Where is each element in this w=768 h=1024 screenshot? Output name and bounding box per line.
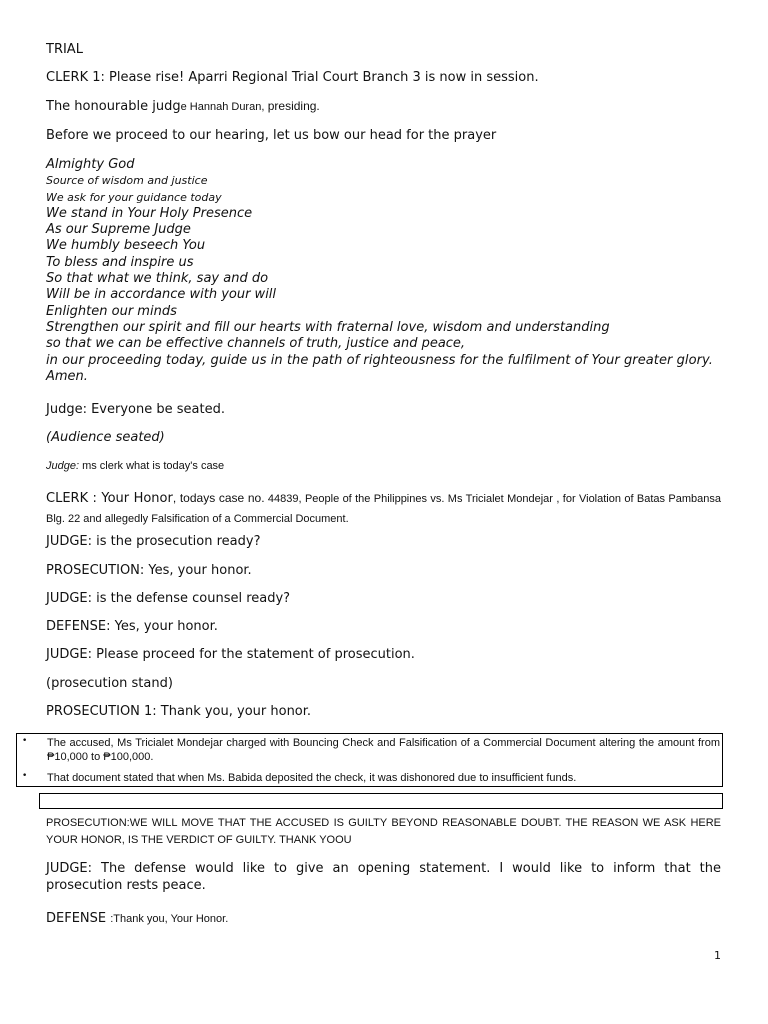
prayer-line: We humbly beseech You [46, 238, 206, 254]
prosecution-stand-line: (prosecution stand) [46, 676, 173, 691]
page-number: 1 [714, 949, 721, 962]
prayer-line: We stand in Your Holy Presence [46, 205, 253, 221]
prayer-intro-line: Before we proceed to our hearing, let us bow our head for the prayer [46, 128, 497, 143]
defense-thanks-line [46, 907, 228, 926]
prayer-line: Source of wisdom and justice [46, 174, 208, 188]
prosecution-yes-line: PROSECUTION: Yes, your honor. [46, 563, 252, 578]
prosecution-thanks-line: PROSECUTION 1: Thank you, your honor. [46, 704, 312, 719]
judge-defense-ready-line: JUDGE: is the defense counsel ready? [46, 591, 291, 606]
empty-box [39, 793, 723, 809]
prayer-line: So that what we think, say and do [46, 271, 269, 287]
prayer-line: We ask for your guidance today [46, 190, 222, 204]
prayer-line: Enlighten our minds [46, 303, 177, 319]
audience-seated-line: (Audience seated) [46, 430, 165, 445]
defense-label: DEFENSE [46, 911, 111, 926]
judge-intro-name: e Hannah Duran, [180, 101, 265, 113]
prayer-block [46, 157, 722, 385]
prayer-line: To bless and inspire us [46, 254, 194, 270]
defense-text: :Thank you, Your Honor. [110, 913, 229, 925]
judge-intro-line [46, 99, 320, 114]
clerk-case-paragraph [46, 488, 721, 528]
clerk-case-part-a: CLERK : Your Honor [46, 491, 173, 506]
bullet-marker: • [22, 736, 28, 746]
clerk-case-part-b: , todays case no. [172, 491, 265, 505]
prosecution-statement-paragraph: PROSECUTION:WE WILL MOVE THAT THE ACCUSED IS GUILTY BEYOND REASONABLE DOUBT. THE REASON WE ASK HERE YOUR HONOR, IS THE VERDICT OF GUILTY. THANK YOOU [46, 817, 721, 846]
prayer-line: so that we can be effective channels of truth, justice and peace, [46, 336, 466, 352]
judge-prosecution-ready-line: JUDGE: is the prosecution ready? [46, 534, 261, 549]
bullet-list-box [16, 733, 723, 787]
judge-case-label: Judge: [46, 460, 80, 472]
clerk-case-part-c: 44839, People of the Philippines vs. Ms Tricialet Mondejar , for Violation of Batas Pambansa Blg. 22 and allegedly Falsification of a Commercial Document. [46, 493, 721, 525]
list-item-text: That document stated that when Ms. Babida deposited the check, it was dishonored due to insufficient funds. [47, 772, 577, 784]
prayer-line: Will be in accordance with your will [46, 287, 277, 303]
judge-intro-part-c: presiding. [264, 99, 320, 113]
prayer-line: in our proceeding today, guide us in the path of righteousness for the fulfilment of Your greater glory. [46, 352, 713, 368]
judge-defense-opening-paragraph: JUDGE: The defense would like to give an opening statement. I would like to inform that the prosecution rests peace. [46, 861, 721, 893]
prayer-line: Amen. [46, 368, 88, 384]
judge-intro-part-a: The honourable judg [46, 99, 181, 114]
judge-case-text: ms clerk what is today's case [79, 460, 225, 472]
clerk-opening-line: CLERK 1: Please rise! Aparri Regional Trial Court Branch 3 is now in session. [46, 70, 539, 85]
list-item-text: The accused, Ms Tricialet Mondejar charged with Bouncing Check and Falsification of a Commercial Document altering the amount from ₱10,000 to ₱100,000. [47, 737, 720, 763]
bullet-marker: • [22, 771, 28, 781]
judge-proceed-line: JUDGE: Please proceed for the statement of prosecution. [46, 647, 415, 662]
judge-case-line [46, 460, 224, 472]
document-heading: TRIAL [46, 42, 83, 57]
prayer-line: Almighty God [46, 157, 135, 172]
prayer-line: Strengthen our spirit and fill our hearts with fraternal love, wisdom and understanding [46, 319, 610, 335]
defense-yes-line: DEFENSE: Yes, your honor. [46, 619, 218, 634]
judge-seated-line: Judge: Everyone be seated. [46, 402, 225, 417]
prayer-line: As our Supreme Judge [46, 222, 191, 238]
